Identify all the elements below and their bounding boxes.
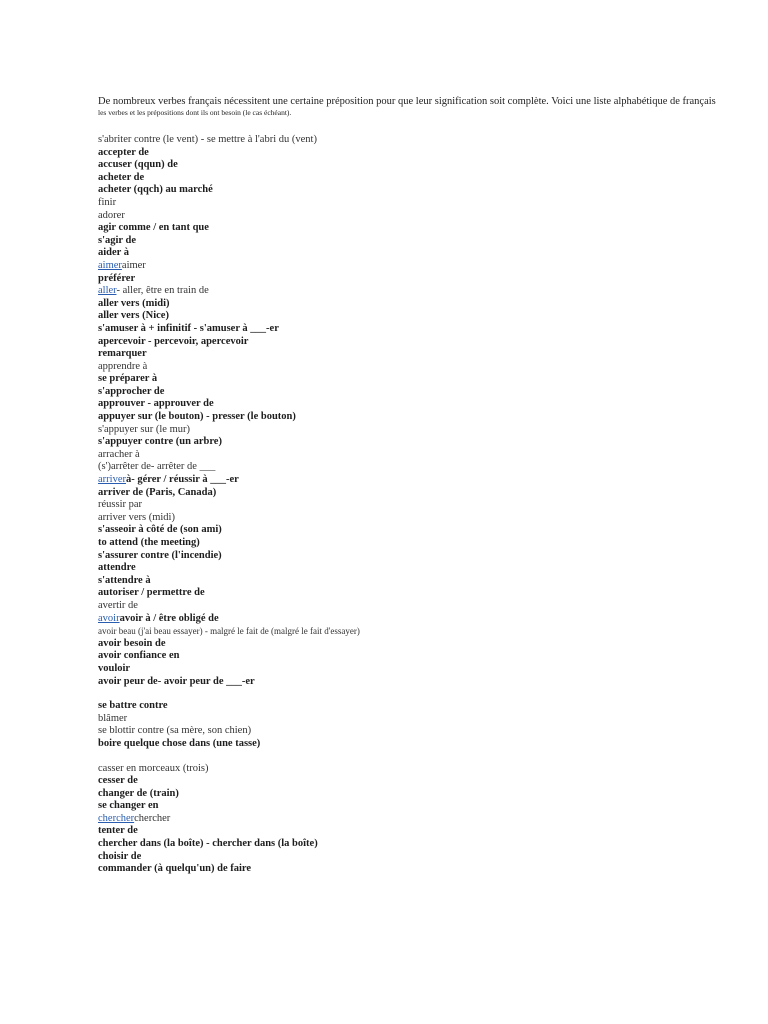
- verb-entry-text: aider à: [98, 247, 130, 259]
- verb-entry: [98, 424, 698, 437]
- verb-entry-text: se battre contre: [98, 700, 168, 712]
- verb-entry: [98, 550, 698, 563]
- verb-entry: [98, 336, 698, 349]
- verb-entry: [98, 373, 698, 386]
- intro-line-1: De nombreux verbes français nécessitent une certaine préposition pour que leur signification soit complète. Voici une liste alphabétique de français: [98, 96, 716, 107]
- verb-entry-text: avoir confiance en: [98, 650, 180, 662]
- verb-entry-text: aller vers (Nice): [98, 310, 169, 322]
- verb-entry-text: autoriser / permettre de: [98, 587, 205, 599]
- verb-entry-text: tenter de: [98, 825, 138, 837]
- verb-entry-text: arriver de (Paris, Canada): [98, 486, 217, 498]
- verb-entry: [98, 323, 698, 336]
- verb-entry: [98, 298, 698, 311]
- verb-entry: [98, 474, 698, 487]
- verb-entry-text: arracher à: [98, 448, 140, 460]
- verb-entry: [98, 863, 698, 876]
- verb-entry-text: blâmer: [98, 712, 128, 724]
- verb-link[interactable]: aller: [98, 285, 117, 297]
- verb-entry: [98, 825, 698, 838]
- verb-entry-text: se préparer à: [98, 373, 158, 385]
- verb-entry: [98, 273, 698, 286]
- verb-entry: [98, 134, 698, 147]
- verb-entry-text: s'abriter contre (le vent) - se mettre à l'abri du (vent): [98, 134, 317, 145]
- verb-entry: [98, 738, 698, 751]
- verb-entry-text: casser en morceaux (trois): [98, 762, 209, 774]
- verb-entry-text: préférer: [98, 272, 136, 284]
- verb-entry: [98, 499, 698, 512]
- verb-entry-text: avoir à / être obligé de: [119, 612, 219, 624]
- verb-entry-text: boire quelque chose dans (une tasse): [98, 737, 261, 749]
- verb-entry-text: approuver - approuver de: [98, 398, 214, 410]
- verb-entry-text: apprendre à: [98, 360, 148, 372]
- verb-entry-text: s'asseoir à côté de (son ami): [98, 524, 222, 536]
- verb-entry: [98, 487, 698, 500]
- verb-entry-text: attendre: [98, 562, 136, 574]
- verb-entry: [98, 348, 698, 361]
- verb-entry: [98, 197, 698, 210]
- verb-link[interactable]: avoir: [98, 612, 120, 624]
- verb-entry: [98, 184, 698, 197]
- verb-entry: [98, 461, 698, 474]
- verb-entry-text: avoir besoin de: [98, 637, 166, 649]
- verb-entry: [98, 260, 698, 273]
- verb-list: [98, 134, 698, 876]
- verb-entry-text: to attend (the meeting): [98, 537, 200, 548]
- verb-entry: [98, 222, 698, 235]
- verb-entry: [98, 159, 698, 172]
- verb-entry-text: s'agir de: [98, 234, 137, 246]
- verb-entry-text: aimer: [121, 259, 146, 271]
- verb-entry: [98, 613, 698, 626]
- verb-entry: [98, 411, 698, 424]
- verb-entry: [98, 436, 698, 449]
- verb-entry-text: s'attendre à: [98, 574, 151, 586]
- verb-entry: [98, 210, 698, 223]
- verb-entry: [98, 537, 698, 550]
- verb-entry: [98, 838, 698, 851]
- verb-entry-text: avoir beau (j'ai beau essayer) - malgré le fait de (malgré le fait d'essayer): [98, 626, 360, 637]
- verb-entry-text: se blottir contre (sa mère, son chien): [98, 725, 252, 737]
- verb-entry-text: - aller, être en train de: [116, 285, 209, 297]
- verb-entry-text: aller vers (midi): [98, 297, 170, 309]
- verb-entry: [98, 725, 698, 738]
- verb-entry: [98, 562, 698, 575]
- verb-entry-text: appuyer sur (le bouton) - presser (le bouton): [98, 411, 296, 423]
- intro-paragraph: [98, 95, 716, 118]
- verb-link[interactable]: arriver: [98, 474, 126, 486]
- verb-entry: [98, 813, 698, 826]
- verb-group: [98, 700, 698, 750]
- verb-entry-text: se changer en: [98, 800, 159, 812]
- verb-group: [98, 763, 698, 876]
- verb-entry-text: adorer: [98, 209, 125, 221]
- verb-entry-text: acheter de: [98, 171, 145, 183]
- verb-entry-text: s'appuyer contre (un arbre): [98, 436, 222, 448]
- verb-entry: [98, 587, 698, 600]
- verb-link[interactable]: chercher: [98, 812, 135, 824]
- verb-entry-text: accepter de: [98, 146, 149, 158]
- verb-entry: [98, 235, 698, 248]
- verb-entry: [98, 285, 698, 298]
- verb-entry-text: cesser de: [98, 775, 138, 787]
- intro-line-2: les verbes et les prépositions dont ils ont besoin (le cas échéant).: [98, 108, 292, 117]
- verb-entry: [98, 676, 698, 689]
- verb-entry: [98, 625, 698, 638]
- verb-entry-text: changer de (train): [98, 787, 179, 799]
- document-page: [98, 95, 716, 888]
- verb-entry: [98, 650, 698, 663]
- verb-entry: [98, 713, 698, 726]
- verb-entry: [98, 575, 698, 588]
- verb-entry-text: chercher dans (la boîte) - chercher dans (la boîte): [98, 838, 318, 850]
- verb-entry: [98, 247, 698, 260]
- verb-entry: [98, 310, 698, 323]
- verb-entry: [98, 775, 698, 788]
- verb-entry-text: finir: [98, 196, 117, 208]
- verb-entry: [98, 512, 698, 525]
- verb-entry-text: commander (à quelqu'un) de faire: [98, 863, 252, 875]
- verb-entry-text: accuser (qqun) de: [98, 159, 178, 171]
- verb-entry-text: s'assurer contre (l'incendie): [98, 549, 222, 561]
- verb-entry-text: vouloir: [98, 662, 131, 674]
- verb-entry: [98, 763, 698, 776]
- verb-entry-text: s'amuser à + infinitif - s'amuser à ___-er: [98, 322, 279, 334]
- verb-entry-text: apercevoir - percevoir, apercevoir: [98, 335, 249, 347]
- verb-entry: [98, 524, 698, 537]
- verb-entry: [98, 851, 698, 864]
- verb-entry-text: remarquer: [98, 348, 147, 360]
- verb-entry-text: acheter (qqch) au marché: [98, 184, 213, 196]
- verb-entry: [98, 663, 698, 676]
- verb-entry: [98, 386, 698, 399]
- verb-entry: [98, 449, 698, 462]
- verb-entry-text: à- gérer / réussir à ___-er: [125, 474, 239, 486]
- verb-entry-text: avoir peur de- avoir peur de ___-er: [98, 675, 255, 687]
- verb-entry-text: s'approcher de: [98, 385, 165, 397]
- verb-entry: [98, 800, 698, 813]
- verb-entry: [98, 638, 698, 651]
- verb-entry: [98, 361, 698, 374]
- verb-entry: [98, 172, 698, 185]
- verb-entry-text: avertir de: [98, 599, 138, 611]
- verb-group: [98, 134, 698, 688]
- verb-entry: [98, 398, 698, 411]
- verb-entry-text: choisir de: [98, 850, 142, 862]
- verb-entry: [98, 788, 698, 801]
- verb-link[interactable]: aimer: [98, 259, 122, 271]
- verb-entry: [98, 700, 698, 713]
- verb-entry-text: réussir par: [98, 499, 143, 511]
- verb-entry-text: arriver vers (midi): [98, 511, 175, 523]
- verb-entry-text: chercher: [134, 812, 171, 824]
- verb-entry-text: s'appuyer sur (le mur): [98, 423, 190, 435]
- verb-entry: [98, 600, 698, 613]
- verb-entry-text: (s')arrêter de- arrêter de ___: [98, 461, 216, 473]
- verb-entry-text: agir comme / en tant que: [98, 222, 209, 234]
- verb-entry: [98, 147, 698, 160]
